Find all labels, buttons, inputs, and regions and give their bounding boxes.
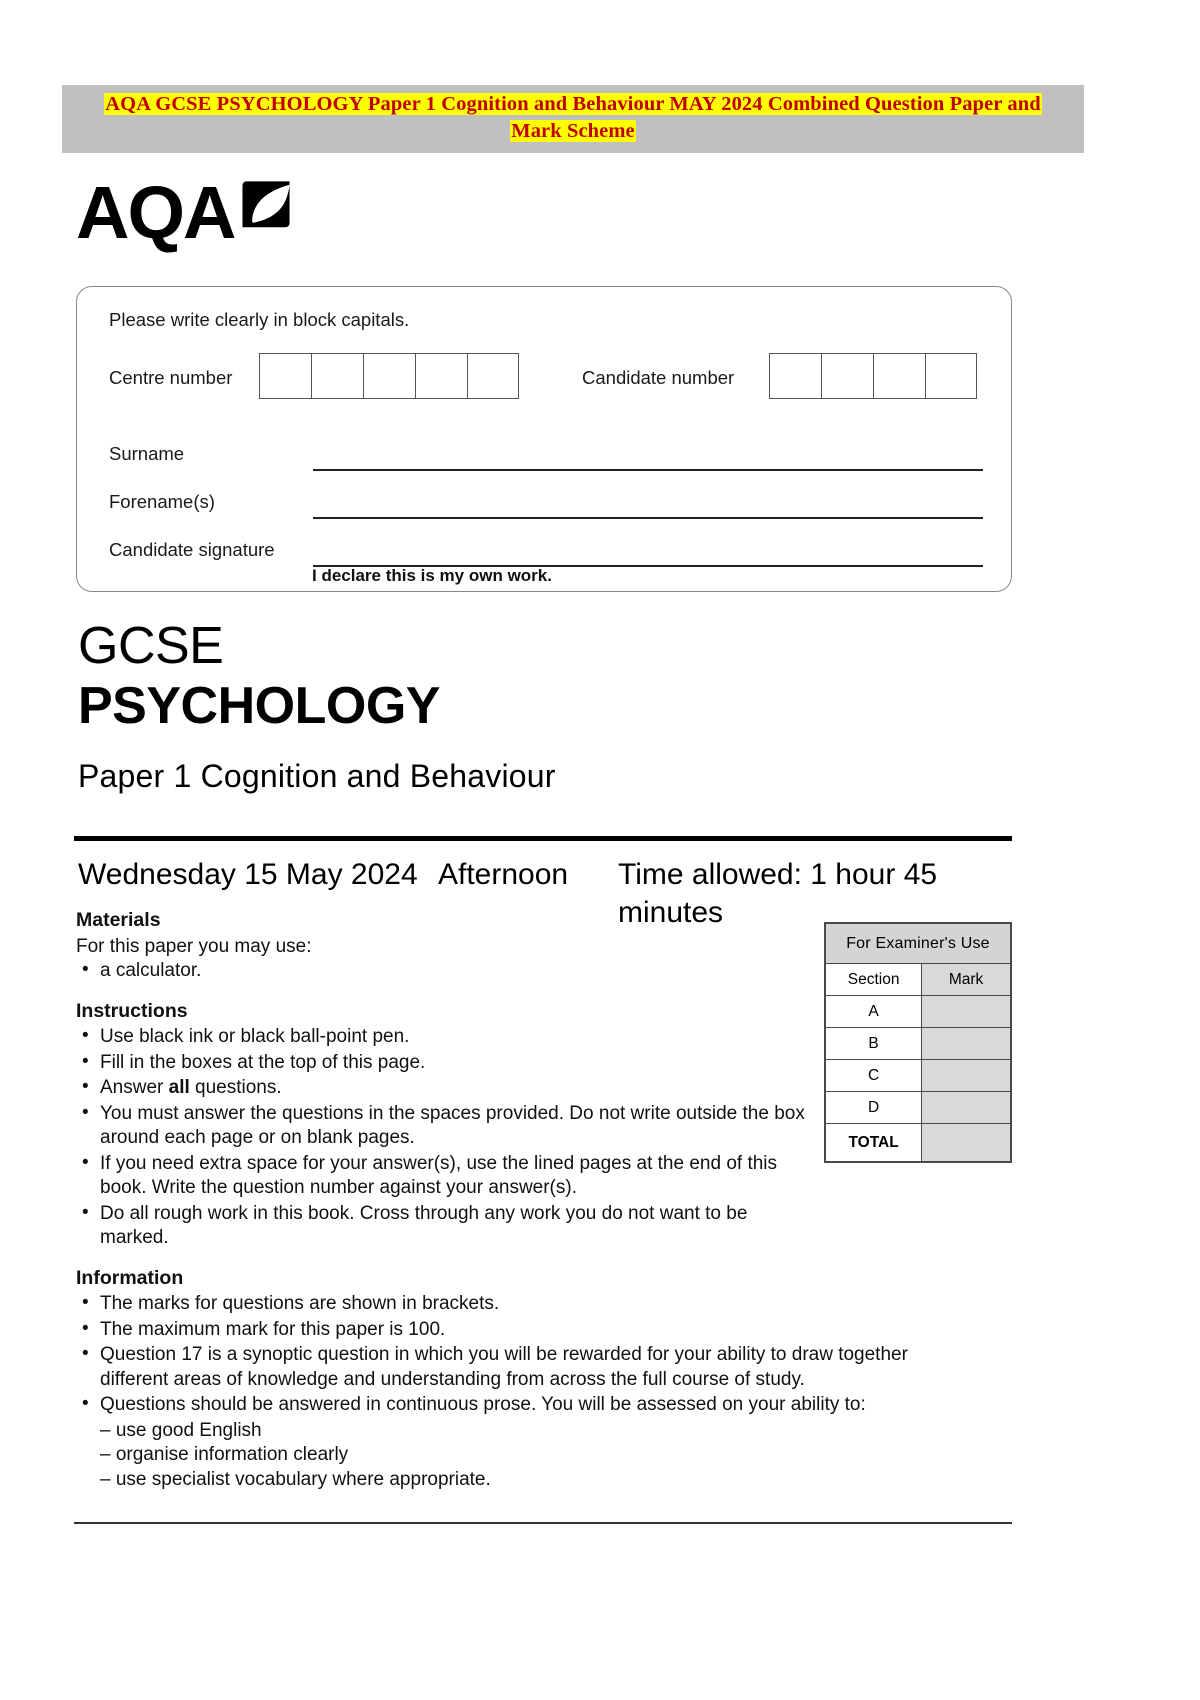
banner-line-1-text: AQA GCSE PSYCHOLOGY Paper 1 Cognition and Behaviour MAY 2024 Combined Question Paper and	[105, 93, 1041, 115]
exam-session: Afternoon	[438, 858, 569, 891]
section-a-mark[interactable]	[922, 996, 1011, 1028]
list-item: • The marks for questions are shown in brackets.	[76, 1292, 976, 1317]
instruction-bold-word: all	[168, 1077, 190, 1098]
banner-line-2	[66, 118, 1080, 145]
instructions-heading: Instructions	[76, 999, 188, 1022]
document-title-banner	[62, 85, 1084, 153]
declaration-text: I declare this is my own work.	[312, 566, 552, 585]
header-divider	[74, 836, 1012, 841]
materials-list	[76, 959, 806, 984]
aqa-logo	[76, 171, 294, 254]
exam-time-allowed: Time allowed: 1 hour 45 minutes	[618, 858, 938, 929]
section-a-label: A	[826, 996, 922, 1028]
list-item-text: Questions should be answered in continuous prose. You will be assessed on your ability to:	[100, 1394, 866, 1415]
spacer	[76, 1252, 806, 1266]
candidate-number-digit-2[interactable]	[821, 353, 873, 399]
list-item: • If you need extra space for your answer(s), use the lined pages at the end of this book. Write the question number against your answer(s).	[76, 1152, 806, 1201]
information-sub-item-2: – organise information clearly	[100, 1444, 349, 1465]
centre-number-input[interactable]	[259, 353, 519, 399]
centre-number-digit-2[interactable]	[311, 353, 363, 399]
block-capitals-note: Please write clearly in block capitals.	[109, 309, 410, 330]
banner-line-1	[66, 91, 1080, 118]
information-list	[76, 1292, 976, 1418]
total-mark[interactable]	[922, 1124, 1011, 1162]
spacer	[76, 985, 806, 999]
instructions-list	[76, 1025, 806, 1251]
aqa-leaf-mark-icon	[238, 178, 294, 234]
section-b-label: B	[826, 1028, 922, 1060]
surname-label: Surname	[109, 443, 185, 464]
footer-band	[0, 1650, 1200, 1700]
subject-title: PSYCHOLOGY	[78, 677, 440, 735]
table-row	[826, 1124, 1011, 1162]
section-d-label: D	[826, 1092, 922, 1124]
candidate-number-input[interactable]	[769, 353, 977, 399]
table-row	[826, 996, 1011, 1028]
list-item: • You must answer the questions in the spaces provided. Do not write outside the box around each page or on blank pages.	[76, 1102, 806, 1151]
table-row	[826, 924, 1011, 964]
table-row	[826, 1092, 1011, 1124]
examiner-table-title: For Examiner's Use	[826, 924, 1011, 964]
candidate-details-box	[76, 286, 1012, 592]
list-item: • Do all rough work in this book. Cross through any work you do not want to be marked.	[76, 1202, 806, 1251]
information-sub-item-3: – use specialist vocabulary where appropriate.	[100, 1468, 491, 1490]
table-row	[826, 1028, 1011, 1060]
exam-date: Wednesday 15 May 2024	[78, 858, 418, 891]
centre-number-digit-5[interactable]	[467, 353, 519, 399]
information-sub-item-1: – use good English	[100, 1419, 262, 1441]
list-item: • Question 17 is a synoptic question in which you will be rewarded for your ability to draw together different areas of knowledge and understanding from across the full course of study.	[76, 1343, 976, 1392]
forename-input[interactable]	[313, 517, 983, 519]
list-item: • Answer all questions.	[76, 1076, 806, 1101]
candidate-number-label: Candidate number	[582, 367, 735, 388]
candidate-signature-label: Candidate signature	[109, 539, 275, 560]
list-item	[76, 1393, 976, 1418]
centre-number-label: Centre number	[109, 367, 233, 388]
materials-intro: For this paper you may use:	[76, 935, 312, 957]
surname-input[interactable]	[313, 469, 983, 471]
list-item: • Use black ink or black ball-point pen.	[76, 1025, 806, 1050]
aqa-logo-text: AQA	[76, 171, 235, 254]
centre-number-digit-4[interactable]	[415, 353, 467, 399]
table-row	[826, 1060, 1011, 1092]
col-header-section: Section	[826, 964, 922, 996]
centre-number-digit-3[interactable]	[363, 353, 415, 399]
table-row	[826, 964, 1011, 996]
col-header-mark: Mark	[922, 964, 1011, 996]
candidate-number-digit-1[interactable]	[769, 353, 821, 399]
paper-title: Paper 1 Cognition and Behaviour	[78, 758, 556, 794]
list-item: • a calculator.	[76, 959, 806, 984]
section-d-mark[interactable]	[922, 1092, 1011, 1124]
qualification-title: GCSE	[78, 617, 224, 675]
list-item: • Fill in the boxes at the top of this page.	[76, 1051, 806, 1076]
section-c-mark[interactable]	[922, 1060, 1011, 1092]
information-heading: Information	[76, 1266, 184, 1289]
examiner-use-table	[824, 922, 1012, 1163]
forename-label: Forename(s)	[109, 491, 215, 512]
banner-line-2-text: Mark Scheme	[511, 120, 635, 142]
total-label: TOTAL	[826, 1124, 922, 1162]
candidate-number-digit-4[interactable]	[925, 353, 977, 399]
list-item: • The maximum mark for this paper is 100.	[76, 1318, 976, 1343]
section-b-mark[interactable]	[922, 1028, 1011, 1060]
section-c-label: C	[826, 1060, 922, 1092]
materials-heading: Materials	[76, 909, 161, 931]
centre-number-digit-1[interactable]	[259, 353, 311, 399]
candidate-number-digit-3[interactable]	[873, 353, 925, 399]
footer-divider	[74, 1522, 1012, 1524]
